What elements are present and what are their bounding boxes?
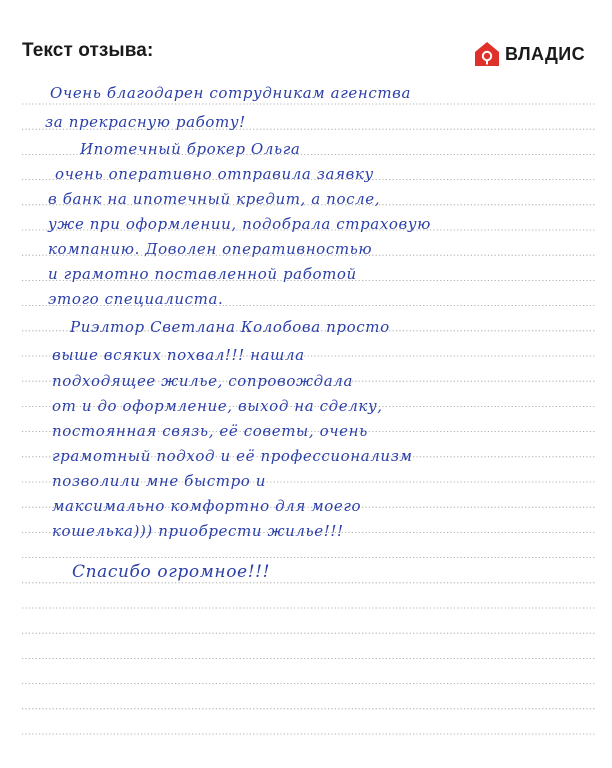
- review-line: Очень благодарен сотрудникам агенства: [50, 84, 412, 102]
- review-line: подходящее жилье, сопровождала: [52, 372, 353, 390]
- review-line: за прекрасную работу!: [45, 113, 246, 131]
- review-line: постоянная связь, её советы, очень: [52, 422, 368, 440]
- review-line: грамотный подход и её профессионализм: [52, 447, 413, 465]
- review-line: максимально комфортно для моего: [52, 497, 362, 515]
- brand-logo: [474, 40, 585, 68]
- review-line: в банк на ипотечный кредит, а после,: [48, 190, 381, 208]
- review-line: Спасибо огромное!!!: [72, 562, 271, 582]
- review-line: очень оперативно отправила заявку: [55, 165, 374, 183]
- review-line: кошелька))) приобрести жилье!!!: [52, 522, 344, 540]
- review-line: компанию. Доволен оперативностью: [48, 240, 373, 258]
- review-line: этого специалиста.: [48, 290, 224, 308]
- review-line: уже при оформлении, подобрала страховую: [48, 215, 431, 233]
- review-line: от и до оформление, выход на сделку,: [52, 397, 383, 415]
- page-title: Текст отзыва:: [22, 40, 154, 61]
- review-line: Риэлтор Светлана Колобова просто: [70, 318, 390, 336]
- review-line: позволили мне быстро и: [52, 472, 267, 490]
- review-line: Ипотечный брокер Ольга: [80, 140, 301, 158]
- review-line: и грамотно поставленной работой: [48, 265, 357, 283]
- house-logo-icon: [474, 41, 500, 67]
- review-line: выше всяких похвал!!! нашла: [52, 346, 305, 364]
- brand-name: ВЛАДИС: [505, 43, 586, 64]
